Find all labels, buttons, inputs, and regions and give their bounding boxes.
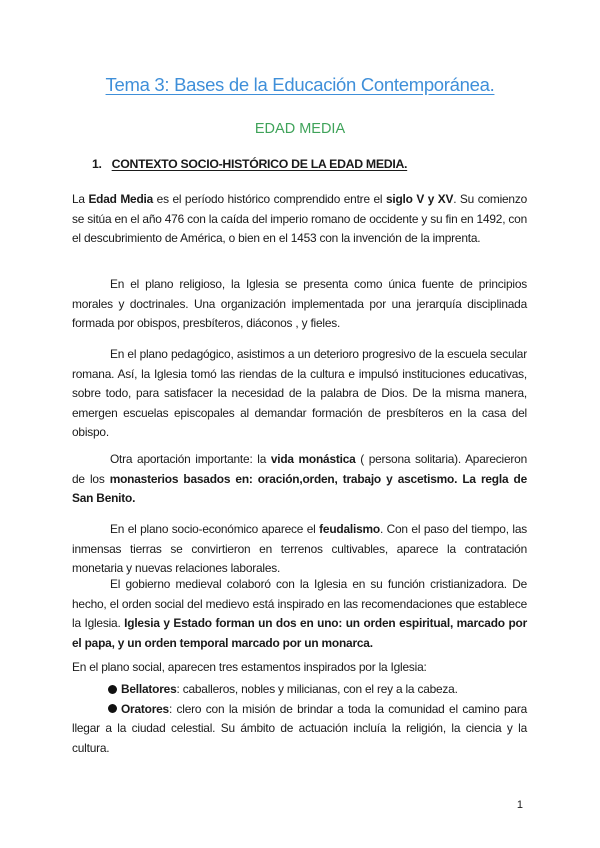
estamentos-list <box>72 680 527 758</box>
paragraph-plano-religioso: En el plano religioso, la Iglesia se presenta como única fuente de principios morales y doctrinales. Una organización implementada por una jerarquía disciplinada formada por obispos, presbíteros, diáconos , y fieles. <box>72 277 527 330</box>
p1-bold-edad-media: Edad Media <box>88 192 154 206</box>
paragraph-gobierno-medieval <box>72 575 527 653</box>
p6-text-a: El gobierno medieval colaboró con la Iglesia en su función cristianizadora. De hecho, el orden social del medievo está inspirado en las recomendaciones que establece la Iglesia. <box>72 577 527 630</box>
bullet-term: Bellatores <box>121 682 177 696</box>
p4-bold-monasterios: monasterios basados en: oración,orden, trabajo y ascetismo. La regla de San Benito. <box>72 471 528 505</box>
document-title: Tema 3: Bases de la Educación Contemporánea. <box>105 74 495 95</box>
p6-bold-iglesia-estado: Iglesia y Estado forman un dos en uno: un orden espiritual, marcado por el papa, y un orden temporal marcado por un monarca. <box>72 616 527 650</box>
p4-text-a: Otra aportación importante: la <box>110 452 271 466</box>
p1-text-a: La <box>72 192 89 206</box>
paragraph-plano-socioeconomico <box>72 520 527 579</box>
document-subtitle: EDAD MEDIA <box>254 121 346 137</box>
paragraph-plano-social: En el plano social, aparecen tres estamentos inspirados por la Iglesia: <box>72 660 427 674</box>
section-heading-text: CONTEXTO SOCIO-HISTÓRICO DE LA EDAD MEDIA. <box>111 157 408 171</box>
bullet-term: Oratores <box>121 701 169 716</box>
bullet-dot-icon <box>108 685 117 694</box>
p4-text-c: ( persona solitaria). Aparecieron de los <box>72 452 527 486</box>
section-number: 1. <box>92 157 102 171</box>
bullet-dot-icon <box>108 704 117 713</box>
p1-text-e: . Su comienzo se sitúa en el año 476 con la caída del imperio romano de occidente y su fin en 1492, con el descubrimiento de América, o bien en el 1453 con la invención de la imprenta. <box>72 192 527 245</box>
p5-text-c: . Con el paso del tiempo, las inmensas tierras se convirtieron en terrenos cultivables, aparece la contratación monetaria y nuevas relaciones laborales. <box>72 522 527 575</box>
p5-bold-feudalismo: feudalismo <box>319 522 380 536</box>
bullet-text: : caballeros, nobles y milicianas, con el rey a la cabeza. <box>176 682 458 696</box>
bullet-text: : clero con la misión de brindar a toda la comunidad el camino para llegar a la ciudad celestial. Su ámbito de actuación incluía la religión, la ciencia y la cultura. <box>72 701 527 755</box>
paragraph-edad-media <box>72 190 527 249</box>
paragraph-plano-pedagogico: En el plano pedagógico, asistimos a un deterioro progresivo de la escuela secular romana. Así, la Iglesia tomó las riendas de la cultura e impulsó instituciones educativas, sobre todo, para satisfacer la necesidad de la palabra de Dios. De la misma manera, emergen escuelas episcopales al demandar formación de presbíteros en la casa del obispo. <box>72 347 527 439</box>
p5-text-a: En el plano socio-económico aparece el <box>110 522 320 536</box>
paragraph-vida-monastica <box>72 450 527 509</box>
list-item <box>72 680 527 700</box>
page-number: 1 <box>516 799 523 811</box>
p1-bold-siglo: siglo V y XV <box>385 192 454 206</box>
p1-text-c: es el período histórico comprendido entre el <box>153 192 386 206</box>
section-heading <box>92 157 407 171</box>
list-item <box>72 700 527 759</box>
p4-bold-vida-monastica: vida monástica <box>270 452 356 466</box>
